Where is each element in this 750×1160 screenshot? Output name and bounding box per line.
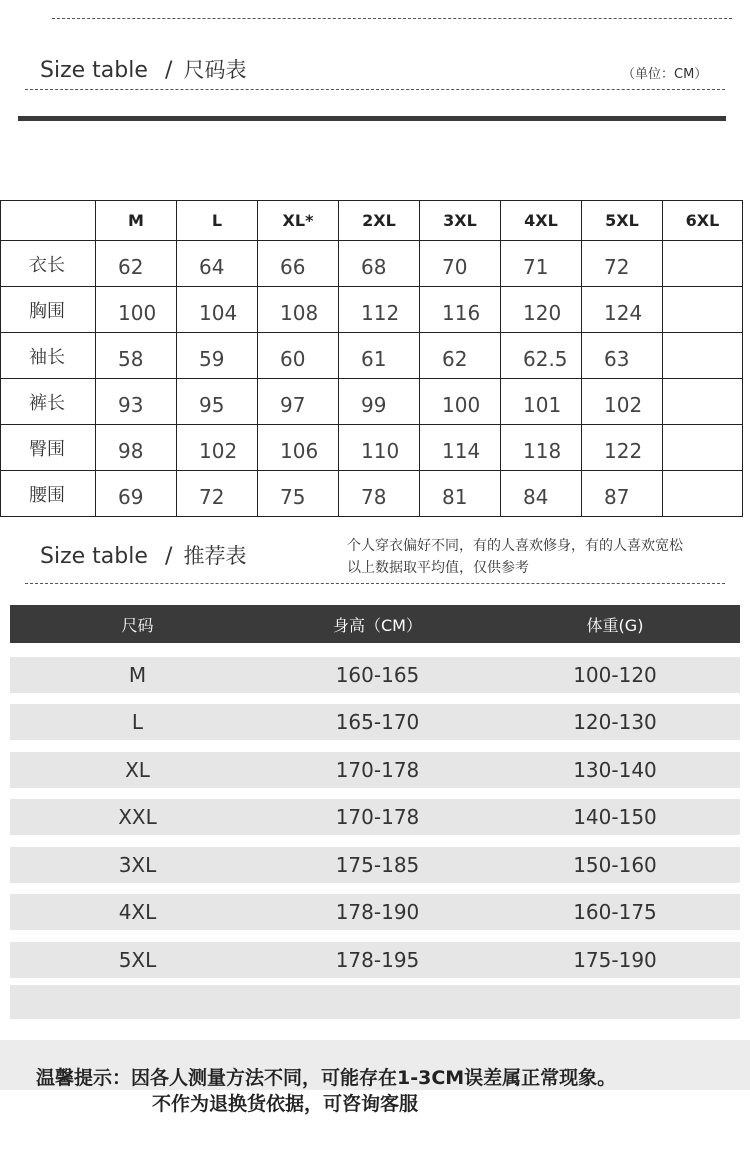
size-value-cell: 59 xyxy=(177,333,258,379)
title-separator: / xyxy=(164,544,173,569)
column-header: 5XL xyxy=(582,201,663,241)
size-value-cell: 100 xyxy=(96,287,177,333)
size-value-cell: 95 xyxy=(177,379,258,425)
recommend-size: 4XL xyxy=(118,900,157,924)
size-value-cell: 116 xyxy=(420,287,501,333)
column-header: 6XL xyxy=(663,201,743,241)
size-value-cell xyxy=(663,425,743,471)
recommend-table-header xyxy=(10,605,740,643)
size-value-cell: 62 xyxy=(96,241,177,287)
size-value-cell: 93 xyxy=(96,379,177,425)
size-value-cell: 78 xyxy=(339,471,420,517)
size-value-cell: 108 xyxy=(258,287,339,333)
tip-line2: 不作为退换货依据，可咨询客服 xyxy=(152,1093,419,1115)
size-value-cell: 97 xyxy=(258,379,339,425)
recommend-note-line2: 以上数据取平均值，仅供参考 xyxy=(347,560,529,576)
row-label: 臀围 xyxy=(1,425,96,471)
size-value-cell: 84 xyxy=(501,471,582,517)
size-table-row xyxy=(1,425,743,471)
size-table-row xyxy=(1,287,743,333)
recommend-weight: 150-160 xyxy=(573,853,657,877)
recommend-weight: 175-190 xyxy=(573,948,657,972)
recommend-weight: 140-150 xyxy=(573,805,657,829)
size-value-cell: 61 xyxy=(339,333,420,379)
size-value-cell xyxy=(663,287,743,333)
top-divider xyxy=(52,18,732,19)
row-label: 袖长 xyxy=(1,333,96,379)
size-value-cell: 62 xyxy=(420,333,501,379)
size-table-row xyxy=(1,471,743,517)
recommend-title-cn: 推荐表 xyxy=(183,544,247,568)
recommend-row xyxy=(10,752,740,788)
header-weight: 体重(G) xyxy=(586,615,644,635)
size-table-title-en: Size table xyxy=(40,58,148,83)
recommend-divider xyxy=(25,583,725,584)
recommend-height: 165-170 xyxy=(335,710,420,734)
recommend-note-line1: 个人穿衣偏好不同，有的人喜欢修身，有的人喜欢宽松 xyxy=(347,538,683,554)
size-value-cell: 66 xyxy=(258,241,339,287)
size-value-cell: 104 xyxy=(177,287,258,333)
recommend-height: 170-178 xyxy=(335,758,420,782)
size-value-cell xyxy=(663,333,743,379)
recommend-row xyxy=(10,985,740,1019)
recommend-row xyxy=(10,704,740,740)
size-value-cell: 114 xyxy=(420,425,501,471)
header-corner-cell xyxy=(1,201,96,241)
size-value-cell: 100 xyxy=(420,379,501,425)
column-header: 4XL xyxy=(501,201,582,241)
size-value-cell: 102 xyxy=(177,425,258,471)
recommend-weight: 130-140 xyxy=(573,758,657,782)
size-value-cell: 99 xyxy=(339,379,420,425)
size-value-cell: 120 xyxy=(501,287,582,333)
heading-divider xyxy=(25,89,725,90)
size-value-cell: 72 xyxy=(582,241,663,287)
header-height: 身高（CM） xyxy=(333,615,422,635)
size-value-cell: 63 xyxy=(582,333,663,379)
size-value-cell: 102 xyxy=(582,379,663,425)
recommend-size: 3XL xyxy=(118,853,157,877)
column-header: 2XL xyxy=(339,201,420,241)
column-header: XL* xyxy=(258,201,339,241)
recommend-size: M xyxy=(128,663,147,687)
tip-line1: 温馨提示：因各人测量方法不同，可能存在1-3CM误差属正常现象。 xyxy=(36,1067,617,1089)
recommend-height: 178-190 xyxy=(335,900,420,924)
recommend-weight: 160-175 xyxy=(573,900,657,924)
recommend-size xyxy=(10,985,265,1019)
recommend-height: 178-195 xyxy=(335,948,420,972)
recommend-size: 5XL xyxy=(118,948,157,972)
recommend-row xyxy=(10,894,740,930)
size-value-cell: 112 xyxy=(339,287,420,333)
size-table-row xyxy=(1,379,743,425)
size-table-title-cn: 尺码表 xyxy=(183,58,247,82)
recommend-size: L xyxy=(131,710,144,734)
size-value-cell: 122 xyxy=(582,425,663,471)
recommend-weight: 120-130 xyxy=(573,710,657,734)
size-value-cell: 75 xyxy=(258,471,339,517)
recommend-height: 175-185 xyxy=(335,853,420,877)
size-value-cell: 60 xyxy=(258,333,339,379)
row-label: 腰围 xyxy=(1,471,96,517)
size-value-cell xyxy=(663,241,743,287)
recommend-height: 170-178 xyxy=(335,805,420,829)
column-header: M xyxy=(96,201,177,241)
size-value-cell: 101 xyxy=(501,379,582,425)
size-value-cell: 110 xyxy=(339,425,420,471)
unit-label: （单位：CM） xyxy=(622,67,708,82)
recommend-title-en: Size table xyxy=(40,544,148,569)
header-size: 尺码 xyxy=(121,615,154,635)
size-value-cell: 71 xyxy=(501,241,582,287)
size-value-cell: 87 xyxy=(582,471,663,517)
row-label: 胸围 xyxy=(1,287,96,333)
column-header: L xyxy=(177,201,258,241)
size-table-header-row xyxy=(1,201,743,241)
recommend-row xyxy=(10,847,740,883)
recommend-weight: 100-120 xyxy=(573,663,657,687)
size-value-cell: 69 xyxy=(96,471,177,517)
column-header: 3XL xyxy=(420,201,501,241)
size-table-heading xyxy=(40,54,246,84)
size-value-cell xyxy=(663,379,743,425)
recommend-height xyxy=(265,985,490,1019)
size-value-cell: 70 xyxy=(420,241,501,287)
size-value-cell: 72 xyxy=(177,471,258,517)
size-value-cell: 81 xyxy=(420,471,501,517)
recommend-height: 160-165 xyxy=(335,663,420,687)
size-table xyxy=(0,200,743,517)
recommend-table-heading xyxy=(40,540,246,570)
title-separator: / xyxy=(164,58,173,83)
recommend-size: XL xyxy=(125,758,150,782)
size-value-cell: 62.5 xyxy=(501,333,582,379)
heading-thick-bar xyxy=(18,116,726,121)
size-value-cell: 68 xyxy=(339,241,420,287)
size-table-row xyxy=(1,333,743,379)
size-table-row xyxy=(1,241,743,287)
recommend-size: XXL xyxy=(118,805,157,829)
recommend-row xyxy=(10,657,740,693)
size-value-cell: 124 xyxy=(582,287,663,333)
recommend-row xyxy=(10,942,740,978)
size-value-cell: 106 xyxy=(258,425,339,471)
size-value-cell: 98 xyxy=(96,425,177,471)
row-label: 裤长 xyxy=(1,379,96,425)
size-value-cell: 64 xyxy=(177,241,258,287)
size-value-cell: 58 xyxy=(96,333,177,379)
row-label: 衣长 xyxy=(1,241,96,287)
recommend-weight xyxy=(490,985,740,1019)
size-value-cell: 118 xyxy=(501,425,582,471)
size-value-cell xyxy=(663,471,743,517)
recommend-row xyxy=(10,799,740,835)
